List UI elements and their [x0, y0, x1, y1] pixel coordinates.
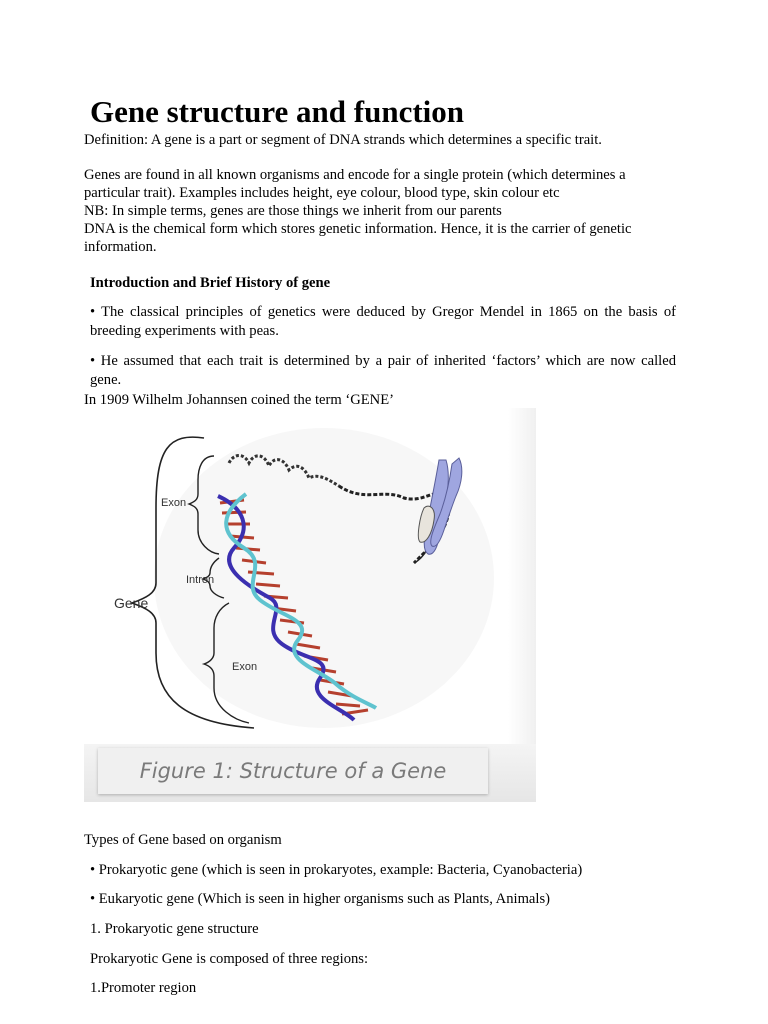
dna-line2: information. [84, 239, 157, 255]
intron-label: Intron [186, 574, 215, 586]
bullet-factors: • He assumed that each trait is determined by a pair of inherited ‘factors’ which are now called gene. [90, 353, 676, 388]
figure-caption: Figure 1: Structure of a Gene [139, 759, 447, 783]
type-prokaryotic: • Prokaryotic gene (which is seen in prokaryotes, example: Bacteria, Cyanobacteria) [90, 862, 583, 878]
figure-caption-box [98, 748, 488, 794]
prokaryotic-structure-heading: 1. Prokaryotic gene structure [90, 921, 259, 937]
promoter-region-text: 1.Promoter region [90, 980, 197, 996]
types-heading: Types of Gene based on organism [84, 832, 282, 848]
intro-heading: Introduction and Brief History of gene [90, 275, 331, 291]
genes-found-line1: Genes are found in all known organisms and encode for a single protein (which determines a [84, 167, 626, 183]
nb-text: NB: In simple terms, genes are those things we inherit from our parents [84, 203, 502, 219]
dna-illustration [84, 408, 536, 744]
definition-text: Definition: A gene is a part or segment of DNA strands which determines a specific trait. [84, 132, 602, 148]
gene-structure-figure [84, 408, 536, 802]
johannsen-text: In 1909 Wilhelm Johannsen coined the term ‘GENE’ [84, 392, 394, 408]
gene-label: Gene [114, 595, 149, 611]
exon-bottom-label: Exon [232, 661, 258, 673]
genes-found-line2: particular trait). Examples includes height, eye colour, blood type, skin colour etc [84, 185, 560, 201]
bullet-mendel: • The classical principles of genetics were deduced by Gregor Mendel in 1865 on the basis of breeding experiments with peas. [90, 304, 676, 339]
exon-top-label: Exon [161, 497, 187, 509]
page-title: Gene structure and function [90, 94, 465, 129]
type-eukaryotic: • Eukaryotic gene (Which is seen in higher organisms such as Plants, Animals) [90, 891, 550, 907]
prokaryotic-regions-text: Prokaryotic Gene is composed of three regions: [90, 951, 369, 967]
dna-line1: DNA is the chemical form which stores genetic information. Hence, it is the carrier of genetic [84, 221, 632, 237]
